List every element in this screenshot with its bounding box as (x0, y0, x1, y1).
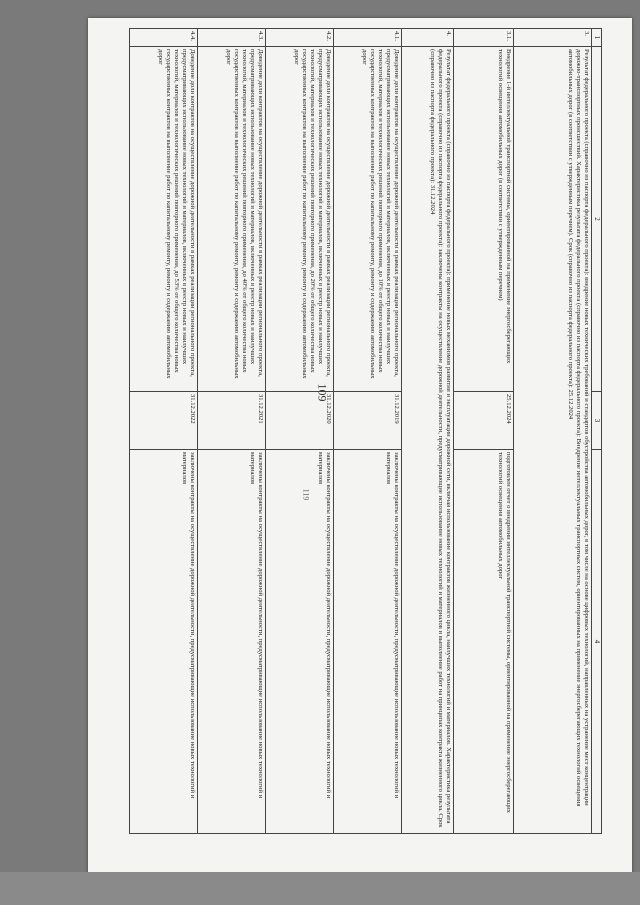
table-row (454, 29, 514, 834)
deadline: 31.12.2021 (198, 392, 266, 450)
task-text: Доведение доли контрактов на осуществление дорожной деятельности в рамках реализации регионального проекта, предусматривающих использование новых технологий и материалов, включенных в реестр новых и наилучших технологий, материалов и технологических решений повторного применения, до 20% от общего количества новых государственных контрактов на выполнение работ по капитальному ремонту, ремонту и содержанию автомобильных дорог (266, 47, 334, 392)
table-row (402, 29, 454, 834)
task-text: Доведение доли контрактов на осуществление дорожной деятельности в рамках реализации регионального проекта, предусматривающих использование новых технологий и материалов, включенных в реестр новых и наилучших технологий, материалов и технологических решений повторного применения, до 53% от общего количества новых государственных контрактов на выполнение работ по капитальному ремонту, ремонту и содержанию автомобильных дорог (130, 47, 198, 392)
result-text: заключены контракты на осуществление дорожной деятельности, предусматривающие использование новых технологий и материалов (334, 450, 402, 834)
rotated-table-container (114, 28, 602, 833)
result-text: подготовлен отчет о внедрении интеллектуальной транспортной системы, ориентированной на применение энергосберегающих технологий освещения автомобильных дорог (454, 450, 514, 834)
table-row (198, 29, 266, 834)
task-text: Доведение доли контрактов на осуществление дорожной деятельности в рамках реализации регионального проекта, предусматривающих использование новых технологий и материалов, включенных в реестр новых и наилучших технологий, материалов и технологических решений повторного применения, до 10% от общего количества новых государственных контрактов на выполнение работ по капитальному ремонту, ремонту и содержанию автомобильных дорог (334, 47, 402, 392)
section-text: Результат федерального проекта (справочно из паспорта федерального проекта): применение новых механизмов развития и эксплуатации дорожной сети, включая использование контрактов жизненного цикла, наилучших технологий и материалов. Характеристика результата федерального проекта (справочно из паспорта федерального проекта): заключены контракты на осуществление дорожной деятельности, предусматривающие использование новых технологий и материалов и выполнение работ на принципах контракта жизненного цикла. Срок (справочно из паспорта федерального проекта): 31.12.2024 (402, 47, 454, 834)
column-header-1: 1 (592, 29, 602, 47)
row-number: 4.3. (198, 29, 266, 47)
table-row (334, 29, 402, 834)
table-row (514, 29, 592, 834)
faint-page-mark: 119 (301, 488, 311, 501)
result-text: заключены контракты на осуществление дорожной деятельности, предусматривающие использование новых технологий и материалов (266, 450, 334, 834)
deadline: 31.12.2020 (266, 392, 334, 450)
table-header-row (592, 29, 602, 834)
row-number: 4.4. (130, 29, 198, 47)
row-number: 4.2. (266, 29, 334, 47)
scanner-background (0, 872, 640, 905)
deadline: 31.12.2022 (130, 392, 198, 450)
deadline: 31.12.2019 (334, 392, 402, 450)
column-header-4: 4 (592, 450, 602, 834)
table-row (266, 29, 334, 834)
page-number: 109 (315, 383, 330, 402)
plan-table (129, 28, 602, 834)
column-header-3: 3 (592, 392, 602, 450)
deadline: 25.12.2024 (454, 392, 514, 450)
task-text: Внедрение 1-й интеллектуальной транспортной системы, ориентированной на применение энергосберегающих технологий освещения автомобильных дорог (в соответствии с утвержденным перечнем) (454, 47, 514, 392)
row-number: 3.1. (454, 29, 514, 47)
row-number: 3. (514, 29, 592, 47)
row-number: 4.1. (334, 29, 402, 47)
row-number: 4. (402, 29, 454, 47)
task-text: Доведение доли контрактов на осуществление дорожной деятельности в рамках реализации регионального проекта, предусматривающих использование новых технологий и материалов, включенных в реестр новых и наилучших технологий, материалов и технологических решений повторного применения, до 40% от общего количества новых государственных контрактов на выполнение работ по капитальному ремонту, ремонту и содержанию автомобильных дорог (198, 47, 266, 392)
column-header-2: 2 (592, 47, 602, 392)
section-text: Результат федерального проекта (справочно из паспорта федерального проекта): внедрение новых технических требований и стандартов обустройства автомобильных дорог, в том числе на основе цифровых технологий, направленных на устранение мест концентрации дорожно-транспортных происшествий. Характеристика результата федерального проекта (справочно из паспорта федерального проекта): Внедрение интеллектуальных транспортных систем, ориентированных на применение энергосберегающих технологий освещения автомобильных дорог (в соответствии с утвержденным перечнем). Срок (справочно из паспорта федерального проекта): 25.12.2024 (514, 47, 592, 834)
result-text: заключены контракты на осуществление дорожной деятельности, предусматривающие использование новых технологий и материалов (130, 450, 198, 834)
table-row (130, 29, 198, 834)
result-text: заключены контракты на осуществление дорожной деятельности, предусматривающие использование новых технологий и материалов (198, 450, 266, 834)
